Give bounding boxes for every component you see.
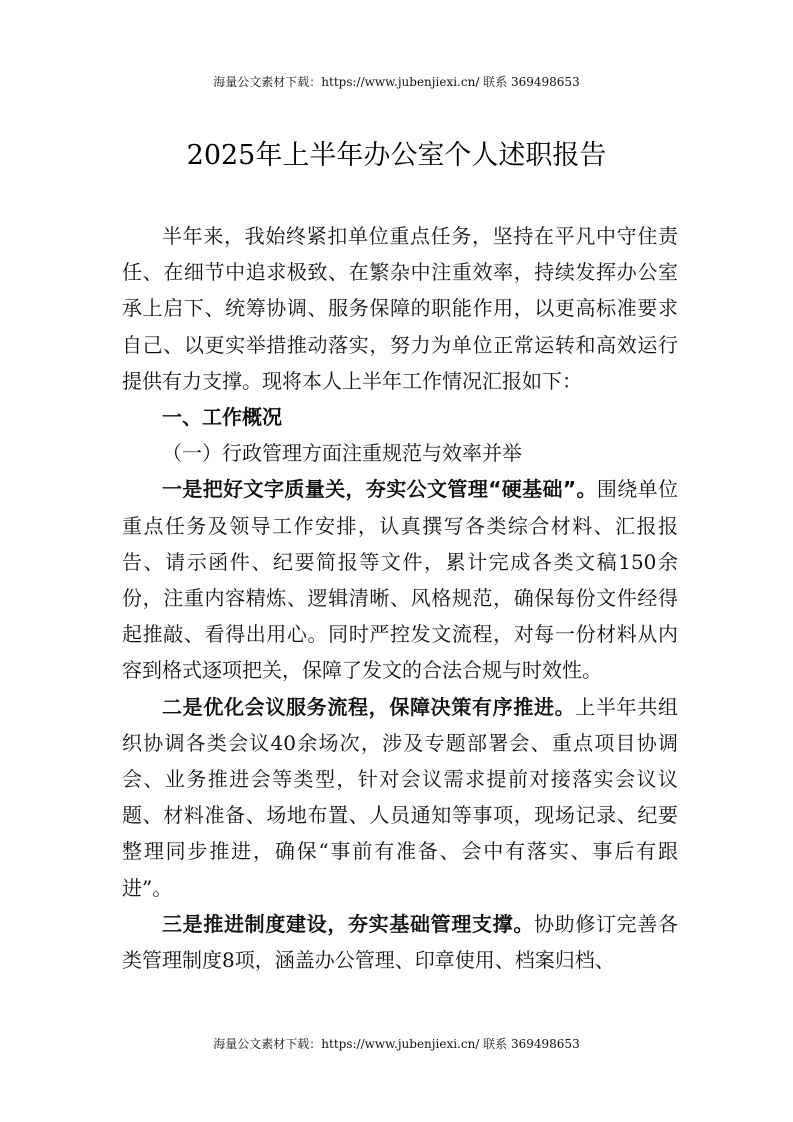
paragraph-lead: 三是推进制度建设，夯实基础管理支撑。 xyxy=(162,911,534,936)
paragraph-text: 围绕单位重点任务及领导工作安排，认真撰写各类综合材料、汇报报告、请示函件、纪要简报等文件，累计完成各类文稿150余份，注重内容精炼、逻辑清晰、风格规范，确保每份文件经得起推敲、看得出用心。同时严控发文流程，对每一份材料从内容到格式逐项把关，保障了发文的合法合规与时效性。 xyxy=(122,477,678,683)
body-paragraph xyxy=(122,689,678,906)
page-header: 海量公文素材下载：https://www.jubenjiexi.cn/ 联系 369498653 xyxy=(213,75,580,89)
section-heading: 一、工作概况 xyxy=(162,405,282,430)
body-paragraph xyxy=(122,471,678,688)
subsection-heading: （一）行政管理方面注重规范与效率并举 xyxy=(162,441,522,466)
document-body xyxy=(122,218,678,978)
paragraph-lead: 二是优化会议服务流程，保障决策有序推进。 xyxy=(162,694,576,719)
body-paragraph xyxy=(122,906,678,978)
paragraph-lead: 一是把好文字质量关，夯实公文管理“硬基础”。 xyxy=(162,477,597,502)
paragraph-text: 上半年共组织协调各类会议40余场次，涉及专题部署会、重点项目协调会、业务推进会等类型，针对会议需求提前对接落实会议议题、材料准备、场地布置、人员通知等事项，现场记录、纪要整理同步推进，确保“事前有准备、会中有落实、事后有跟进”。 xyxy=(122,694,679,900)
document-title: 2025年上半年办公室个人述职报告 xyxy=(186,140,607,171)
page-footer: 海量公文素材下载：https://www.jubenjiexi.cn/ 联系 369498653 xyxy=(213,1037,580,1051)
intro-paragraph: 半年来，我始终紧扣单位重点任务，坚持在平凡中守住责任、在细节中追求极致、在繁杂中注重效率，持续发挥办公室承上启下、统筹协调、服务保障的职能作用，以更高标准要求自己、以更实举措推动落实，努力为单位正常运转和高效运行提供有力支撑。现将本人上半年工作情况汇报如下： xyxy=(122,224,678,393)
paragraph-text: 协助修订完善各类管理制度8项，涵盖办公管理、印章使用、档案归档、 xyxy=(122,911,679,973)
